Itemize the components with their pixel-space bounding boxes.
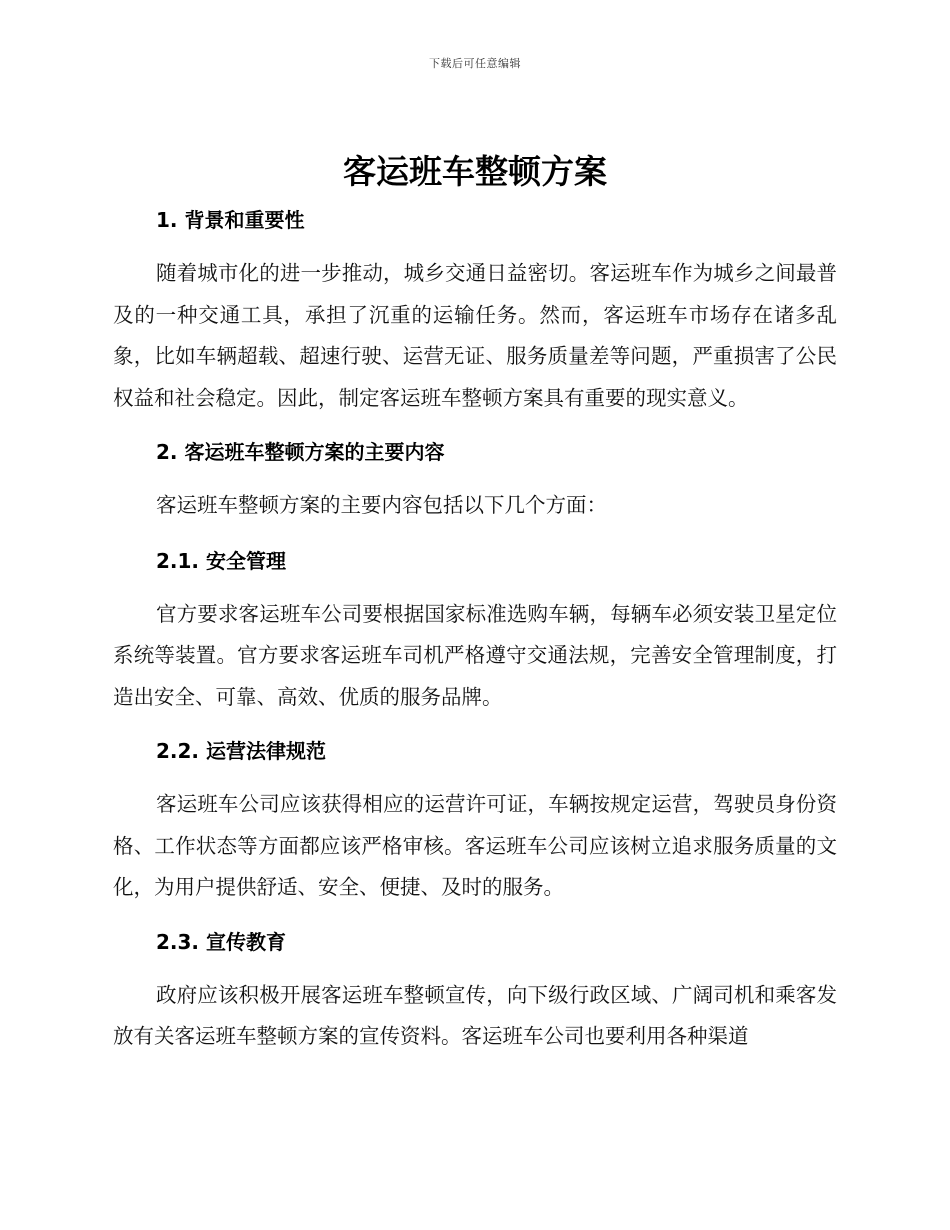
section-heading: 2.1. 安全管理 <box>156 548 286 573</box>
section-publicity-education <box>113 923 837 1058</box>
section-main-content <box>113 433 837 527</box>
section-paragraph: 客运班车公司应该获得相应的运营许可证，车辆按规定运营，驾驶员身份资格、工作状态等方面都应该严格审核。客运班车公司应该树立追求服务质量的文化，为用户提供舒适、安全、便捷、及时的服务。 <box>113 792 837 899</box>
section-paragraph: 客运班车整顿方案的主要内容包括以下几个方面： <box>156 493 607 517</box>
section-heading: 2.2. 运营法律规范 <box>156 739 326 763</box>
section-heading: 1. 背景和重要性 <box>156 208 305 232</box>
section-heading: 2. 客运班车整顿方案的主要内容 <box>156 440 445 464</box>
section-paragraph: 随着城市化的进一步推动，城乡交通日益密切。客运班车作为城乡之间最普及的一种交通工具，承担了沉重的运输任务。然而，客运班车市场存在诸多乱象，比如车辆超载、超速行驶、运营无证、服务质量差等问题，严重损害了公民权益和社会稳定。因此，制定客运班车整顿方案具有重要的现实意义。 <box>113 261 837 410</box>
document-body <box>113 201 837 1072</box>
section-legal-regulation <box>113 732 837 909</box>
section-heading: 2.3. 宣传教育 <box>156 929 286 954</box>
document-title: 客运班车整顿方案 <box>343 152 607 191</box>
section-background <box>113 201 837 419</box>
page-header-note: 下载后可任意编辑 <box>429 57 521 70</box>
section-safety-management <box>113 542 837 719</box>
section-paragraph: 官方要求客运班车公司要根据国家标准选购车辆，每辆车必须安装卫星定位系统等装置。官方要求客运班车司机严格遵守交通法规，完善安全管理制度，打造出安全、可靠、高效、优质的服务品牌。 <box>113 601 837 709</box>
section-paragraph: 政府应该积极开展客运班车整顿宣传，向下级行政区域、广阔司机和乘客发放有关客运班车整顿方案的宣传资料。客运班车公司也要利用各种渠道 <box>113 982 837 1048</box>
